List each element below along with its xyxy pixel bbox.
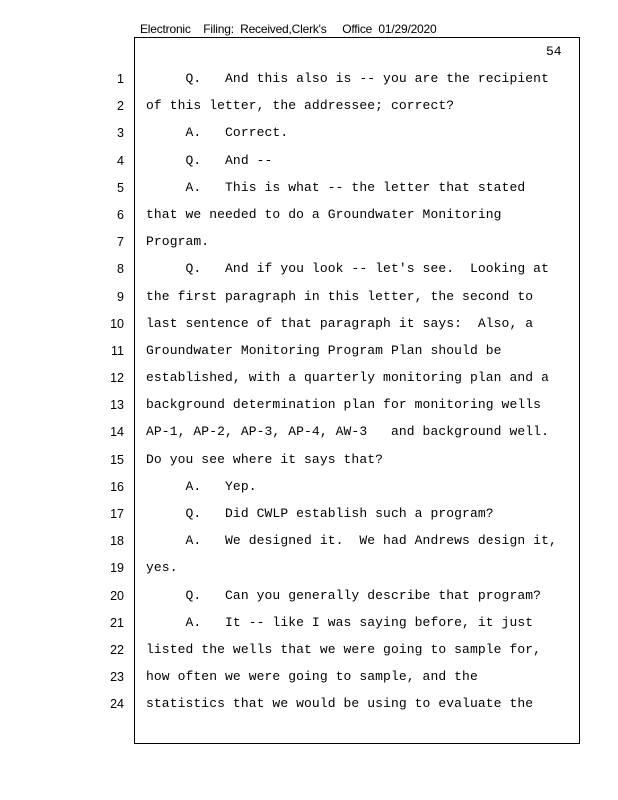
- transcript-line: Q. Can you generally describe that program?: [146, 587, 542, 603]
- line-number: 17: [110, 507, 124, 521]
- transcript-line: Q. And if you look -- let's see. Looking at: [146, 261, 549, 277]
- line-number: 13: [110, 398, 124, 413]
- transcript-line: A. It -- like I was saying before, it just: [146, 614, 534, 630]
- line-number: 1: [117, 72, 124, 86]
- line-number: 18: [110, 534, 124, 549]
- transcript-line: background determination plan for monitoring wells: [146, 397, 542, 413]
- line-number: 8: [117, 262, 124, 277]
- transcript-line: of this letter, the addressee; correct?: [146, 98, 455, 114]
- line-number: 7: [117, 235, 124, 250]
- line-number: 19: [110, 561, 124, 576]
- line-number: 22: [110, 642, 124, 657]
- transcript-line: last sentence of that paragraph it says: Also, a: [146, 315, 534, 331]
- transcript-line: how often we were going to sample, and the: [146, 669, 478, 685]
- transcript-line: the first paragraph in this letter, the second to: [146, 288, 534, 304]
- line-number: 24: [110, 697, 124, 712]
- transcript-line: that we needed to do a Groundwater Monitoring: [146, 206, 502, 222]
- line-number: 4: [117, 153, 124, 168]
- line-number: 3: [117, 126, 124, 141]
- transcript-line: listed the wells that we were going to sample for,: [146, 641, 542, 657]
- line-number: 16: [110, 479, 124, 494]
- transcript-line: yes.: [146, 560, 178, 576]
- transcript-line: Program.: [146, 234, 210, 250]
- transcript-line: Q. And --: [146, 152, 273, 168]
- line-number: 21: [110, 615, 124, 630]
- line-number: 10: [110, 316, 124, 331]
- line-number: 14: [110, 425, 124, 440]
- transcript-line: Groundwater Monitoring Program Plan should be: [146, 342, 502, 358]
- filing-stamp-header: Electronic Filing: Received,Clerk's Office 01/29/2020: [140, 22, 437, 36]
- transcript-line: statistics that we would be using to evaluate the: [146, 696, 534, 712]
- transcript-line: AP-1, AP-2, AP-3, AP-4, AW-3 and background well.: [146, 424, 549, 440]
- line-number: 12: [110, 371, 124, 386]
- line-number: 15: [110, 452, 124, 467]
- line-number-column: [96, 72, 124, 725]
- transcript-line: Do you see where it says that?: [146, 451, 384, 467]
- line-number: 5: [117, 180, 124, 195]
- line-number: 20: [110, 588, 124, 603]
- transcript-line: A. This is what -- the letter that stated: [146, 179, 526, 195]
- transcript-line: A. Correct.: [146, 125, 289, 141]
- transcript-line: Q. Did CWLP establish such a program?: [146, 506, 494, 521]
- line-number: 11: [111, 343, 124, 358]
- transcript-line: Q. And this also is -- you are the recipient: [146, 71, 549, 86]
- page-number: 54: [546, 44, 562, 59]
- line-number: 6: [117, 207, 124, 222]
- line-number: 2: [117, 99, 124, 114]
- transcript-line: established, with a quarterly monitoring plan and a: [146, 370, 549, 386]
- line-number: 23: [110, 670, 124, 685]
- transcript-line: A. Yep.: [146, 478, 257, 494]
- transcript-line: A. We designed it. We had Andrews design it,: [146, 533, 557, 549]
- line-number: 9: [117, 289, 124, 304]
- transcript-body: [146, 72, 576, 725]
